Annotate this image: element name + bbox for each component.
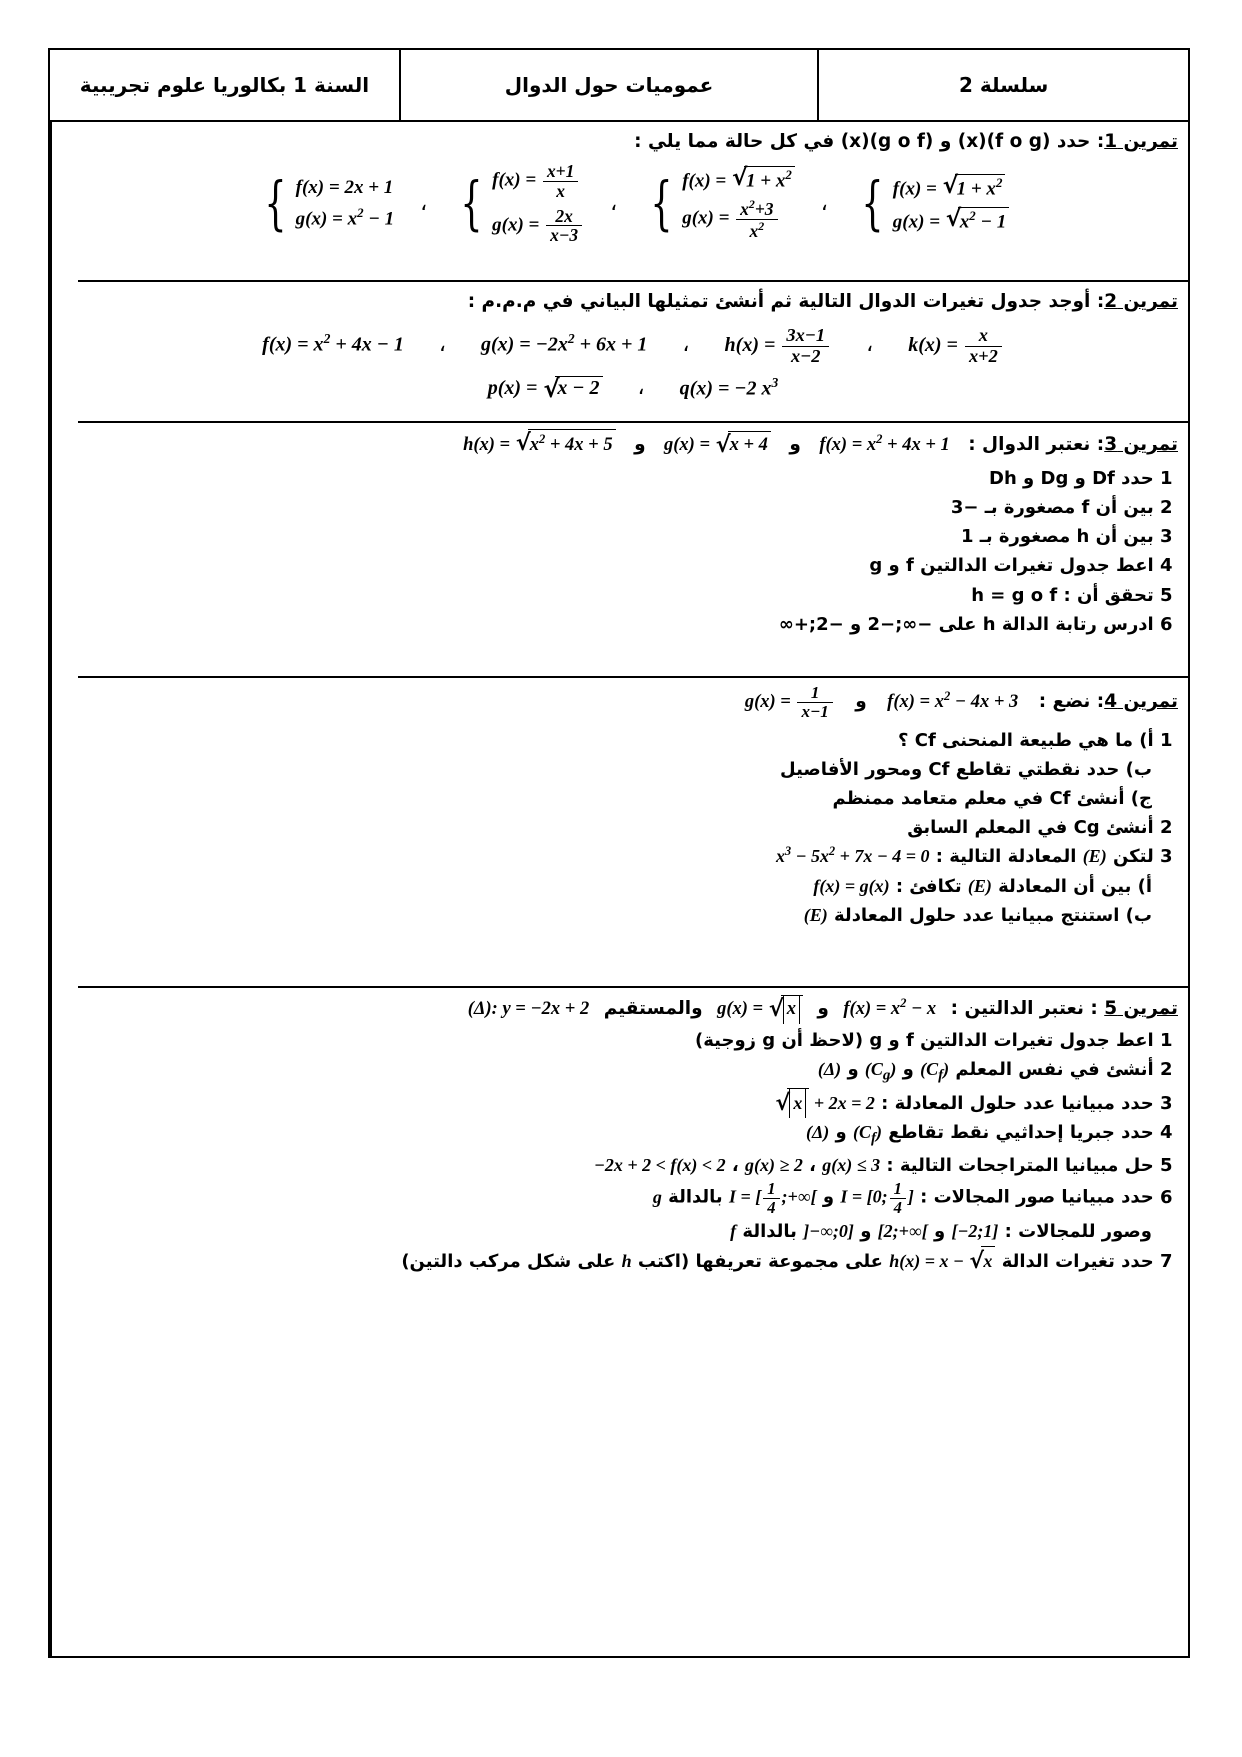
- exercise-4-items: [88, 726, 1178, 930]
- system-4: [854, 169, 1009, 238]
- worksheet-frame: [48, 48, 1190, 1658]
- brace-icon: {: [650, 169, 673, 238]
- exercise-5: [78, 988, 1188, 1358]
- eq-g: $g(x) = -2x^2 + 6x + 1$: [480, 331, 648, 356]
- brace-icon: {: [861, 169, 884, 238]
- conjunction-wa: و: [817, 998, 829, 1020]
- system-3: [643, 166, 795, 241]
- comma-separator: ،: [866, 331, 874, 357]
- comma-separator: ،: [420, 191, 428, 216]
- list-item: 1 أ) ما هي طبيعة المنحنى Cf ؟: [898, 729, 1173, 751]
- comma-separator: ،: [438, 331, 446, 357]
- list-item: ج) أنشئ Cf في معلم متعامد ممنظم: [832, 788, 1152, 810]
- list-item: 3 لتكن (E) المعادلة التالية : $x^3 - 5x^2 + 7x - 4 = 0$: [775, 844, 1173, 868]
- list-item: 3 بين أن h مصغورة بـ 1: [960, 526, 1173, 548]
- exercise-1-title: تمرين 1: حدد (f o g)(x) و (g o f)(x) في كل حالة مما يلي :: [634, 131, 1178, 152]
- eq-f2: f(x) = $\frac{x+1}{x}$: [492, 162, 584, 201]
- conjunction-wa: و: [855, 691, 867, 713]
- eq4-f: $f(x) = x^2 - 4x + 3$: [887, 688, 1019, 713]
- exercise-5-items: [88, 1026, 1178, 1276]
- list-item: أ) بين أن المعادلة (E) تكافئ : f(x) = g(x): [813, 875, 1152, 897]
- list-item: 5 حل مبيانيا المتراجحات التالية : g(x) ≤ 3 ، g(x) ≥ 2 ، −2x + 2 < f(x) < 2: [593, 1155, 1173, 1176]
- exercise-3: [78, 423, 1188, 678]
- eq3-f: $f(x) = x^2 + 4x + 1$: [819, 432, 950, 456]
- eq-f3: f(x) = √ $1 + x^2$: [682, 166, 795, 192]
- exercise-2-line-2: [88, 375, 1178, 401]
- exercise-5-line-tail: والمستقيم: [603, 998, 703, 1020]
- comma-separator: ،: [820, 191, 828, 216]
- eq-f: $f(x) = x^2 + 4x - 1$: [262, 331, 404, 356]
- eq-q: q(x) = −2 $x^3$: [679, 374, 779, 400]
- list-item: 5 تحقق أن : h = g o f: [971, 584, 1173, 606]
- eq4-g: g(x) = $\frac{1}{x-1}$: [745, 684, 835, 722]
- brace-icon: {: [460, 169, 483, 238]
- list-item: 6 حدد مبيانيا صور المجالات : I = [0; $\frac{1}{4}$ ] و I = [ $\frac{1}{4}$ ;+∞[ بالدالة g: [652, 1179, 1173, 1218]
- comma-separator: ،: [682, 331, 690, 357]
- list-item: وصور للمجالات : [−2;1] و [2;+∞[ و ]−∞;0] بالدالة f: [730, 1220, 1152, 1242]
- header-cell-subject: عموميات حول الدوال: [399, 50, 818, 120]
- eq-g3: g(x) = $\frac{x^2+3}{x^2}$: [682, 198, 795, 240]
- header-cell-series: سلسلة 2: [817, 50, 1188, 120]
- left-margin-strip: [50, 122, 78, 1656]
- system-1: [257, 169, 395, 238]
- list-item: 2 أنشئ Cg في المعلم السابق: [907, 817, 1173, 839]
- eq-g2: g(x) = $\frac{2x}{x-3}$: [492, 207, 584, 246]
- exercises-body: [78, 122, 1188, 1656]
- eq3-g: g(x) = √ x + 4: [664, 431, 771, 460]
- exercise-1: [78, 122, 1188, 282]
- list-item: 3 حدد مبيانيا عدد حلول المعادلة : √ x + 2x = 2: [88, 1088, 1178, 1118]
- conjunction-wa: و: [634, 434, 646, 456]
- eq-f1: f(x) = 2x + 1: [295, 176, 394, 198]
- exercise-5-intro: : نعتبر الدالتين :: [950, 998, 1098, 1020]
- list-item: 4 اعط جدول تغيرات الدالتين f و g: [869, 555, 1173, 577]
- comma-separator: ،: [610, 191, 618, 216]
- system-2: [453, 162, 584, 246]
- list-item: 1 حدد Df و Dg و Dh: [989, 467, 1173, 489]
- list-item: ب) استنتج مبيانيا عدد حلول المعادلة (E): [803, 904, 1152, 926]
- eq5-delta: (Δ): y = −2x + 2: [467, 999, 590, 1020]
- list-item: 2 بين أن f مصغورة بـ −3: [950, 497, 1173, 519]
- list-item: ب) حدد نقطتي تقاطع Cf ومحور الأفاصيل: [780, 758, 1152, 780]
- eq5-f: $f(x) = x^2 - x$: [843, 996, 937, 1020]
- eq-g4: g(x) = √ $x^2 - 1$: [893, 207, 1009, 233]
- eq-f4: f(x) = √ $1 + x^2$: [893, 174, 1009, 200]
- exercise-4: [78, 678, 1188, 988]
- header-table: [50, 50, 1188, 122]
- comma-separator: ،: [637, 375, 645, 401]
- exercise-2-title: تمرين 2: أوجد جدول تغيرات الدوال التالية ثم أنشئ تمثيلها البياني في م.م.م :: [467, 291, 1178, 312]
- list-item: 6 ادرس رتابة الدالة h على −∞;−2 و −2;+∞: [778, 613, 1173, 635]
- eq-g1: $g(x) = x^2 - 1$: [295, 204, 395, 230]
- list-item: 4 حدد جبريا إحداثيي نقط تقاطع $(C_f)$ و (Δ): [806, 1122, 1173, 1147]
- exercise-4-title: تمرين 4: نضع : $f(x) = x^2 - 4x + 3$ و g(x) = $\frac{1}{x-1}$: [744, 683, 1178, 722]
- exercise-5-title: تمرين 5 : نعتبر الدالتين : $f(x) = x^2 - x$ و g(x) = √ x والمستقيم (Δ): y = −2x + 2: [88, 994, 1178, 1024]
- eq5-g: g(x) = √ x: [717, 995, 803, 1024]
- conjunction-wa: و: [789, 434, 801, 456]
- exercise-3-items: [88, 464, 1178, 639]
- list-item: 7 حدد تغيرات الدالة h(x) = x − √ x على مجموعة تعريفها (اكتب h على شكل مركب دالتين): [88, 1246, 1178, 1276]
- eq-k: k(x) = $\frac{x}{x+2}$: [908, 326, 1004, 367]
- header-cell-level: السنة 1 بكالوريا علوم تجريبية: [79, 73, 370, 97]
- brace-icon: {: [264, 169, 287, 238]
- list-item: 2 أنشئ في نفس المعلم $(C_f)$ و $(C_g)$ و (Δ): [817, 1059, 1173, 1084]
- eq-p: p(x) = √ x − 2: [488, 376, 603, 400]
- eq-h: h(x) = $\frac{3x-1}{x-2}$: [725, 326, 832, 367]
- exercise-2: [78, 282, 1188, 423]
- list-item: 1 اعط جدول تغيرات الدالتين f و g (لاحظ أن g زوجية): [695, 1029, 1173, 1051]
- eq3-h: h(x) = √ $x^2 + 4x + 5$: [463, 429, 616, 460]
- exercise-3-title: تمرين 3: نعتبر الدوال : $f(x) = x^2 + 4x + 1$ و g(x) = √ x + 4 و h(x) = √ $x^2 + 4x + 5$: [88, 429, 1178, 460]
- exercise-1-systems: [88, 162, 1178, 246]
- exercise-2-line-1: [88, 326, 1178, 367]
